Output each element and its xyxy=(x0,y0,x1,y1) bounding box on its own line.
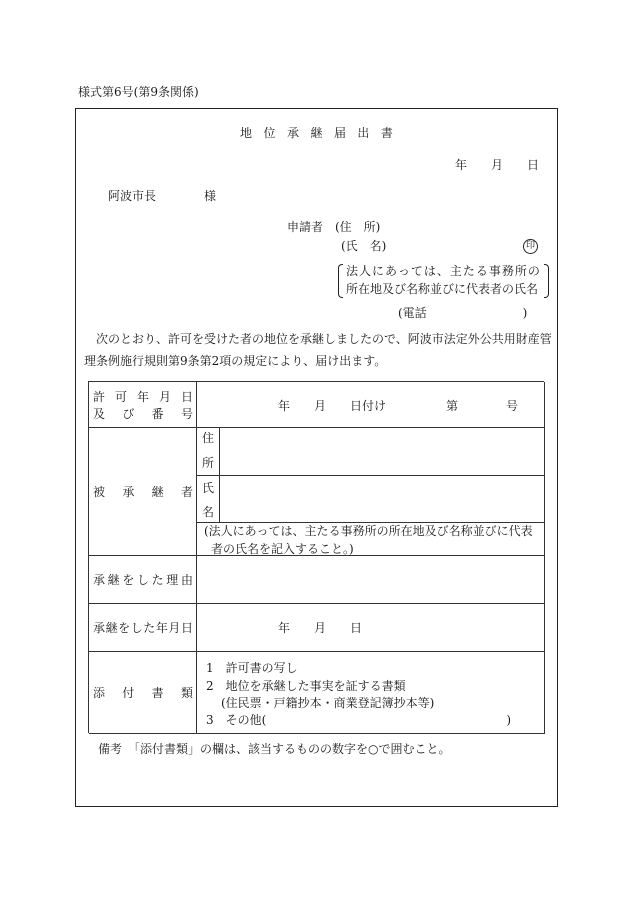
predecessor-name-label-1: 氏 xyxy=(202,481,215,495)
predecessor-address-label-cell xyxy=(197,428,220,476)
permit-value: 年 月 日付け 第 号 xyxy=(278,399,519,413)
applicant-name-label: (氏 名) xyxy=(341,239,387,253)
right-bracket xyxy=(544,264,549,298)
predecessor-address-label-2: 所 xyxy=(202,456,215,470)
applicant-phone-label: (電話 ) xyxy=(398,306,528,320)
body-line-1: 次のとおり、許可を受けた者の地位を承継しましたので、阿波市法定外公共用財産管 xyxy=(84,332,552,346)
permit-label-line-1: 許 可 年 月 日 xyxy=(93,390,193,404)
details-table xyxy=(88,381,544,733)
attachment-item-2: 2 地位を承継した事実を証する書類 xyxy=(206,679,406,693)
attachments-list-cell xyxy=(197,652,545,734)
reason-field xyxy=(197,556,545,604)
reason-label-cell xyxy=(89,556,197,604)
predecessor-address-field xyxy=(220,428,545,476)
attachment-item-1: 1 許可書の写し xyxy=(206,661,298,675)
form-number: 様式第6号(第9条関係) xyxy=(78,85,199,99)
body-line-2: 理条例施行規則第9条第2項の規定により、届け出ます。 xyxy=(84,354,387,368)
attachments-label: 添 付 書 類 xyxy=(93,686,193,700)
predecessor-name-label-2: 名 xyxy=(202,505,215,519)
predecessor-address-label-1: 住 xyxy=(202,431,215,445)
reason-label: 承 継 を し た 理 由 xyxy=(93,573,193,587)
attachment-item-3: 3 その他( ) xyxy=(206,713,512,727)
predecessor-label-cell xyxy=(89,428,197,556)
seal-mark: 印 xyxy=(523,239,538,254)
succession-date-field xyxy=(197,604,545,652)
remark: 備考 「添付書類」の欄は、該当するものの数字を○で囲むこと。 xyxy=(98,742,451,756)
applicant-address-label: 申請者 (住 所) xyxy=(287,220,381,234)
form-title: 地 位 承 継 届 出 書 xyxy=(240,126,393,140)
permit-value-cell xyxy=(197,382,545,428)
left-bracket xyxy=(338,264,343,298)
submission-date: 年 月 日 xyxy=(455,158,540,172)
corporate-note-line-2: 所在地及び名称並びに代表者の氏名 xyxy=(346,282,539,296)
attachment-item-2-detail: (住民票・戸籍抄本・商業登記簿抄本等) xyxy=(221,696,435,710)
succession-date-label-cell xyxy=(89,604,197,652)
succession-date-value: 年 月 日 xyxy=(278,621,363,635)
predecessor-note-line-2: 者の氏名を記入すること。) xyxy=(211,542,354,556)
succession-date-label: 承 継 を し た 年 月 日 xyxy=(93,621,193,635)
predecessor-note-cell xyxy=(197,523,545,556)
predecessor-name-field xyxy=(220,476,545,523)
predecessor-name-label-cell xyxy=(197,476,220,523)
addressee: 阿波市長 様 xyxy=(108,189,217,203)
corporate-note-line-1: 法人にあっては、主たる事務所の xyxy=(346,264,541,278)
predecessor-note-line-1: (法人にあっては、主たる事務所の所在地及び名称並びに代表 xyxy=(204,524,533,538)
predecessor-label: 被 承 継 者 xyxy=(93,485,193,499)
permit-label-cell xyxy=(89,382,197,428)
attachments-label-cell xyxy=(89,652,197,734)
permit-label-line-2: 及 び 番 号 xyxy=(93,407,193,421)
